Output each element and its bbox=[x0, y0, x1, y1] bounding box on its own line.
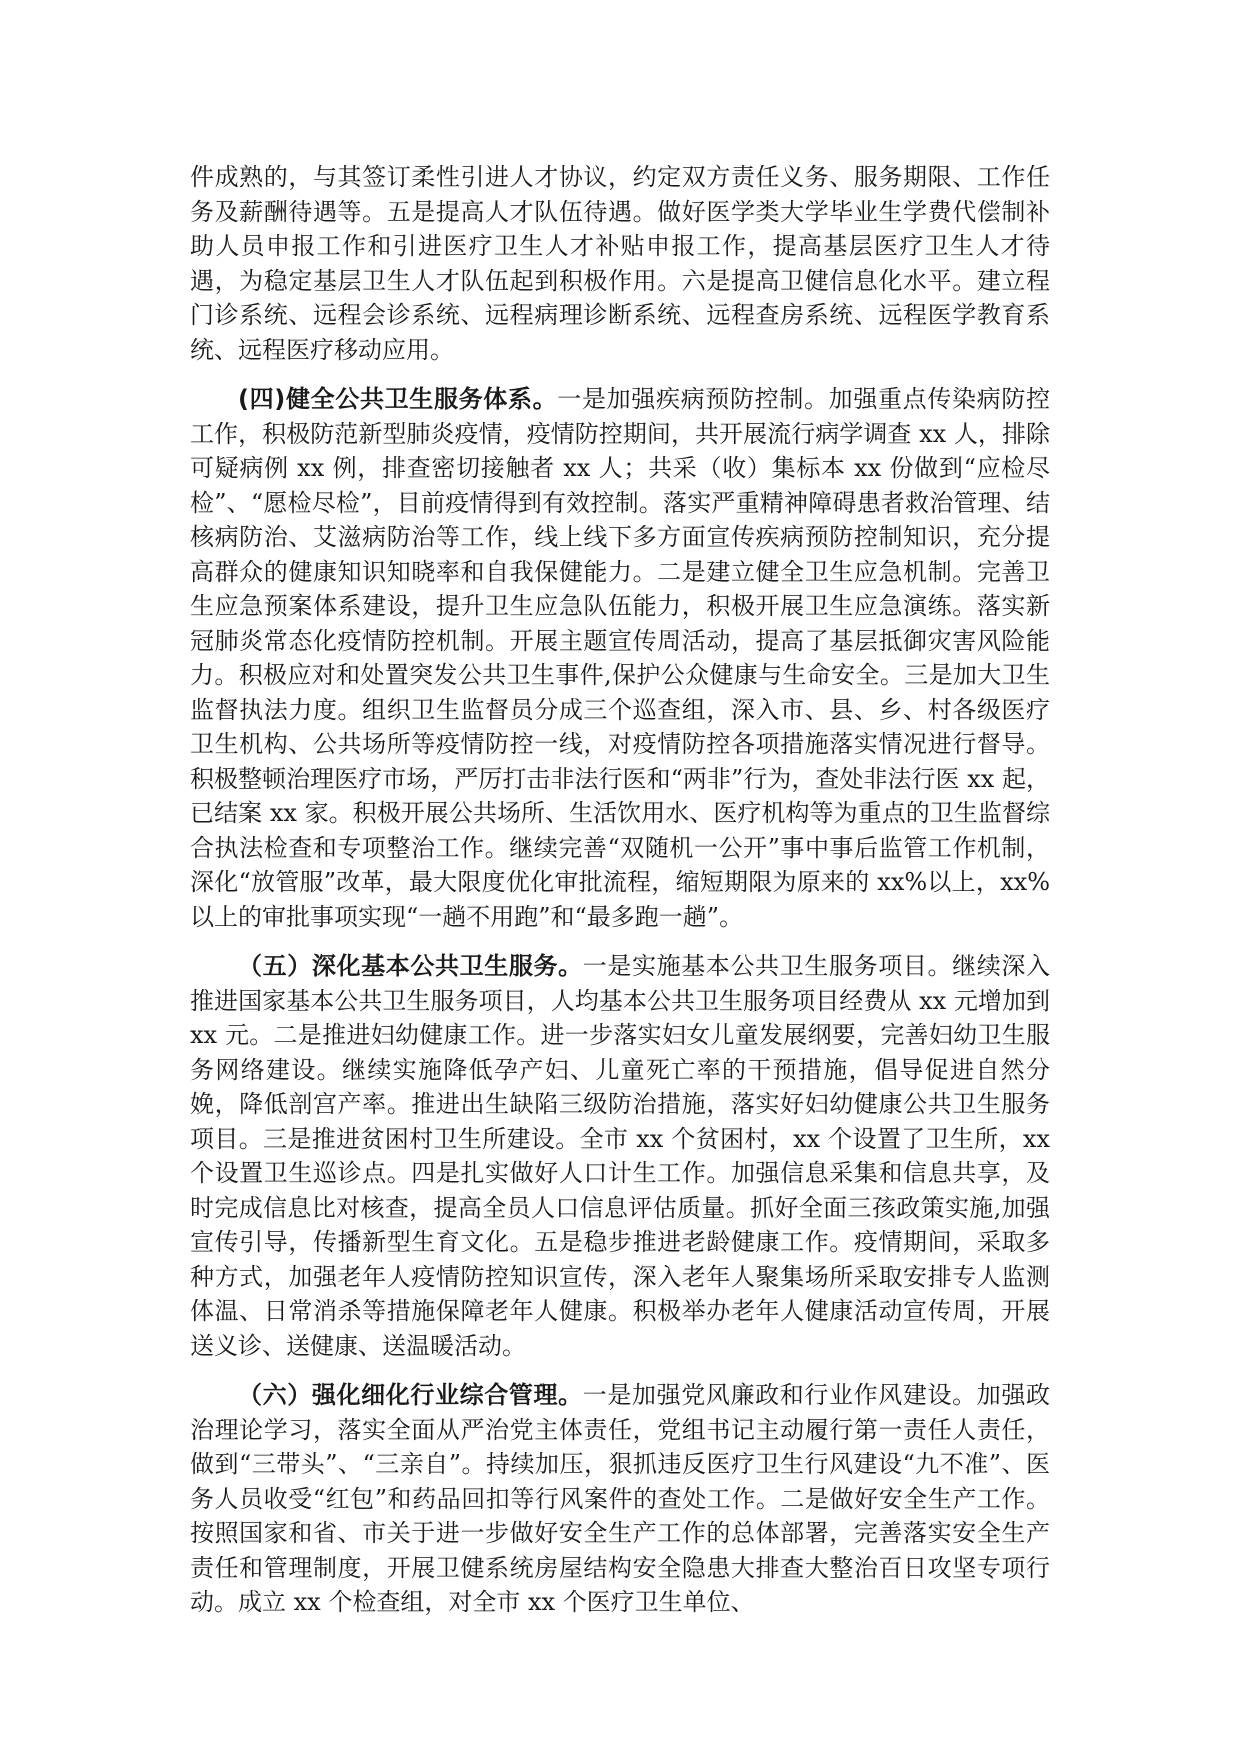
paragraph-section-5 bbox=[190, 949, 1050, 1363]
paragraph-continuation bbox=[190, 160, 1050, 367]
paragraph-text: 一是实施基本公共卫生服务项目。继续深入推进国家基本公共卫生服务项目，人均基本公共卫生服务项目经费从 xx 元增加到 xx 元。二是推进妇幼健康工作。进一步落实妇女儿童发展纲要，完善妇幼卫生服务网络建设。继续实施降低孕产妇、儿童死亡率的干预措施，倡导促进自然分娩，降低剖宫产率。推进出生缺陷三级防治措施，落实好妇幼健康公共卫生服务项目。三是推进贫困村卫生所建设。全市 xx 个贫困村，xx 个设置了卫生所，xx 个设置卫生巡诊点。四是扎实做好人口计生工作。加强信息采集和信息共享，及时完成信息比对核查，提高全员人口信息评估质量。抓好全面三孩政策实施,加强宣传引导，传播新型生育文化。五是稳步推进老龄健康工作。疫情期间，采取多种方式，加强老年人疫情防控知识宣传，深入老年人聚集场所采取安排专人监测体温、日常消杀等措施保障老年人健康。积极举办老年人健康活动宣传周，开展送义诊、送健康、送温暖活动。 bbox=[190, 952, 1050, 1360]
section-heading-4: (四)健全公共卫生服务体系。 bbox=[238, 385, 558, 413]
paragraph-section-4 bbox=[190, 382, 1050, 934]
section-heading-5: （五）深化基本公共卫生服务。 bbox=[238, 952, 583, 980]
paragraph-section-6 bbox=[190, 1378, 1050, 1620]
document-body bbox=[190, 160, 1050, 1635]
section-heading-6: （六）强化细化行业综合管理。 bbox=[238, 1381, 583, 1409]
paragraph-text: 一是加强党风廉政和行业作风建设。加强政治理论学习，落实全面从严治党主体责任，党组书记主动履行第一责任人责任，做到“三带头”、“三亲自”。持续加压，狠抓违反医疗卫生行风建设“九不准”、医务人员收受“红包”和药品回扣等行风案件的查处工作。二是做好安全生产工作。按照国家和省、市关于进一步做好安全生产工作的总体部署，完善落实安全生产责任和管理制度，开展卫健系统房屋结构安全隐患大排查大整治百日攻坚专项行动。成立 xx 个检查组，对全市 xx 个医疗卫生单位、 bbox=[190, 1381, 1050, 1616]
paragraph-text: 件成熟的，与其签订柔性引进人才协议，约定双方责任义务、服务期限、工作任务及薪酬待遇等。五是提高人才队伍待遇。做好医学类大学毕业生学费代偿制补助人员申报工作和引进医疗卫生人才补贴申报工作，提高基层医疗卫生人才待遇，为稳定基层卫生人才队伍起到积极作用。六是提高卫健信息化水平。建立程门诊系统、远程会诊系统、远程病理诊断系统、远程查房系统、远程医学教育系统、远程医疗移动应用。 bbox=[190, 163, 1050, 364]
paragraph-text: 一是加强疾病预防控制。加强重点传染病防控工作，积极防范新型肺炎疫情，疫情防控期间，共开展流行病学调查 xx 人，排除可疑病例 xx 例，排查密切接触者 xx 人；共采（收）集标本 xx 份做到“应检尽检”、“愿检尽检”，目前疫情得到有效控制。落实严重精神障碍患者救治管理、结核病防治、艾滋病防治等工作，线上线下多方面宣传疾病预防控制知识，充分提高群众的健康知识知晓率和自我保健能力。二是建立健全卫生应急机制。完善卫生应急预案体系建设，提升卫生应急队伍能力，积极开展卫生应急演练。落实新冠肺炎常态化疫情防控机制。开展主题宣传周活动，提高了基层抵御灾害风险能力。积极应对和处置突发公共卫生事件,保护公众健康与生命安全。三是加大卫生监督执法力度。组织卫生监督员分成三个巡查组，深入市、县、乡、村各级医疗卫生机构、公共场所等疫情防控一线，对疫情防控各项措施落实情况进行督导。积极整顿治理医疗市场，严厉打击非法行医和“两非”行为，查处非法行医 xx 起，已结案 xx 家。积极开展公共场所、生活饮用水、医疗机构等为重点的卫生监督综合执法检查和专项整治工作。继续完善“双随机一公开”事中事后监管工作机制，深化“放管服”改革，最大限度优化审批流程，缩短期限为原来的 xx%以上，xx%以上的审批事项实现“一趟不用跑”和“最多跑一趟”。 bbox=[190, 385, 1050, 931]
